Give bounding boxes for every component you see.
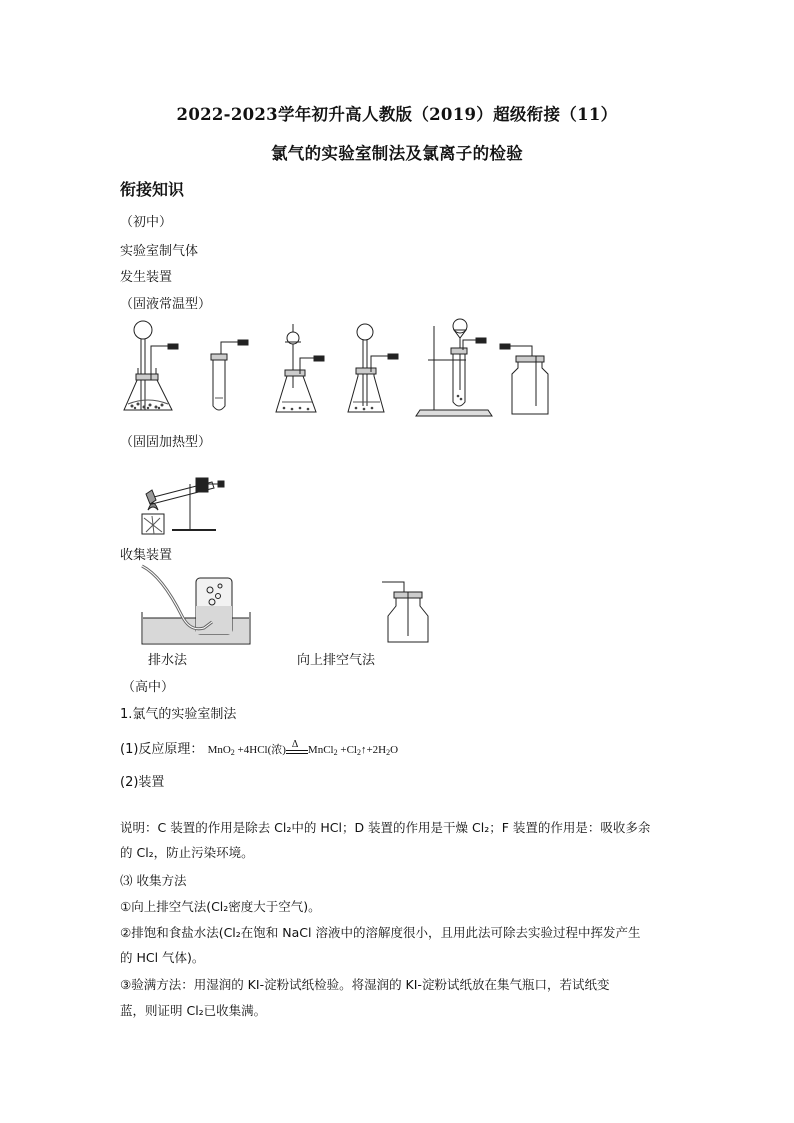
iron-stand-test-tube-diagram bbox=[416, 319, 492, 416]
flask-separatory-funnel-diagram bbox=[276, 324, 324, 412]
lab-gas-label: 实验室制气体 bbox=[120, 244, 199, 259]
principle-label: (1)反应原理： bbox=[120, 742, 204, 757]
method-2-line-2: 的 HCl 气体)。 bbox=[120, 950, 205, 965]
solid-solid-label: （固固加热型） bbox=[120, 435, 212, 450]
note-line-2: 的 Cl₂，防止污染环境。 bbox=[120, 845, 254, 860]
section-heading: 衔接知识 bbox=[120, 180, 185, 199]
water-displacement-label: 排水法 bbox=[148, 653, 188, 668]
method-1: ①向上排空气法(Cl₂密度大于空气)。 bbox=[120, 899, 321, 914]
method-2-line-1: ②排饱和食盐水法(Cl₂在饱和 NaCl 溶液中的溶解度很小，且用此法可除去实验过程中挥发产生 bbox=[120, 925, 641, 940]
collection-apparatus-figure bbox=[132, 566, 442, 646]
gas-collecting-bottle-diagram bbox=[382, 582, 428, 642]
upward-air-label: 向上排空气法 bbox=[297, 653, 376, 668]
wide-mouth-bottle-diagram bbox=[500, 344, 548, 414]
junior-label: （初中） bbox=[120, 215, 173, 230]
water-displacement-diagram bbox=[142, 566, 250, 644]
method-3-line-2: 蓝，则证明 Cl₂已收集满。 bbox=[120, 1003, 267, 1018]
generation-apparatus-figure bbox=[120, 318, 560, 418]
reaction-principle bbox=[120, 738, 398, 757]
document-subtitle: 氯气的实验室制法及氯离子的检验 bbox=[271, 144, 523, 163]
heating-apparatus-figure bbox=[132, 458, 232, 536]
flask-long-funnel-diagram bbox=[348, 324, 398, 412]
generation-device-label: 发生装置 bbox=[120, 270, 173, 285]
flask-with-funnel-diagram bbox=[124, 321, 178, 410]
note-line-1: 说明：C 装置的作用是除去 Cl₂中的 HCl；D 装置的作用是干燥 Cl₂；F 装置的作用是：吸收多余 bbox=[120, 820, 651, 835]
reaction-equation: MnO$_2$ +4HCl(浓) Δ MnCl$_2$ $+Cl_2↑+2H_2O$ bbox=[207, 739, 399, 757]
collect-method-heading: ⑶ 收集方法 bbox=[120, 873, 187, 888]
senior-label: （高中） bbox=[122, 680, 175, 695]
device-label: (2)装置 bbox=[120, 775, 165, 790]
item1-heading: 1.氯气的实验室制法 bbox=[120, 707, 237, 722]
collection-device-label: 收集装置 bbox=[120, 548, 173, 563]
test-tube-diagram bbox=[211, 340, 248, 410]
method-3-line-1: ③验满方法：用湿润的 KI-淀粉试纸检验。将湿润的 KI-淀粉试纸放在集气瓶口，若试纸变 bbox=[120, 977, 610, 992]
solid-liquid-label: （固液常温型） bbox=[120, 297, 212, 312]
document-title: 2022-2023学年初升高人教版（2019）超级衔接（11） bbox=[176, 105, 618, 124]
